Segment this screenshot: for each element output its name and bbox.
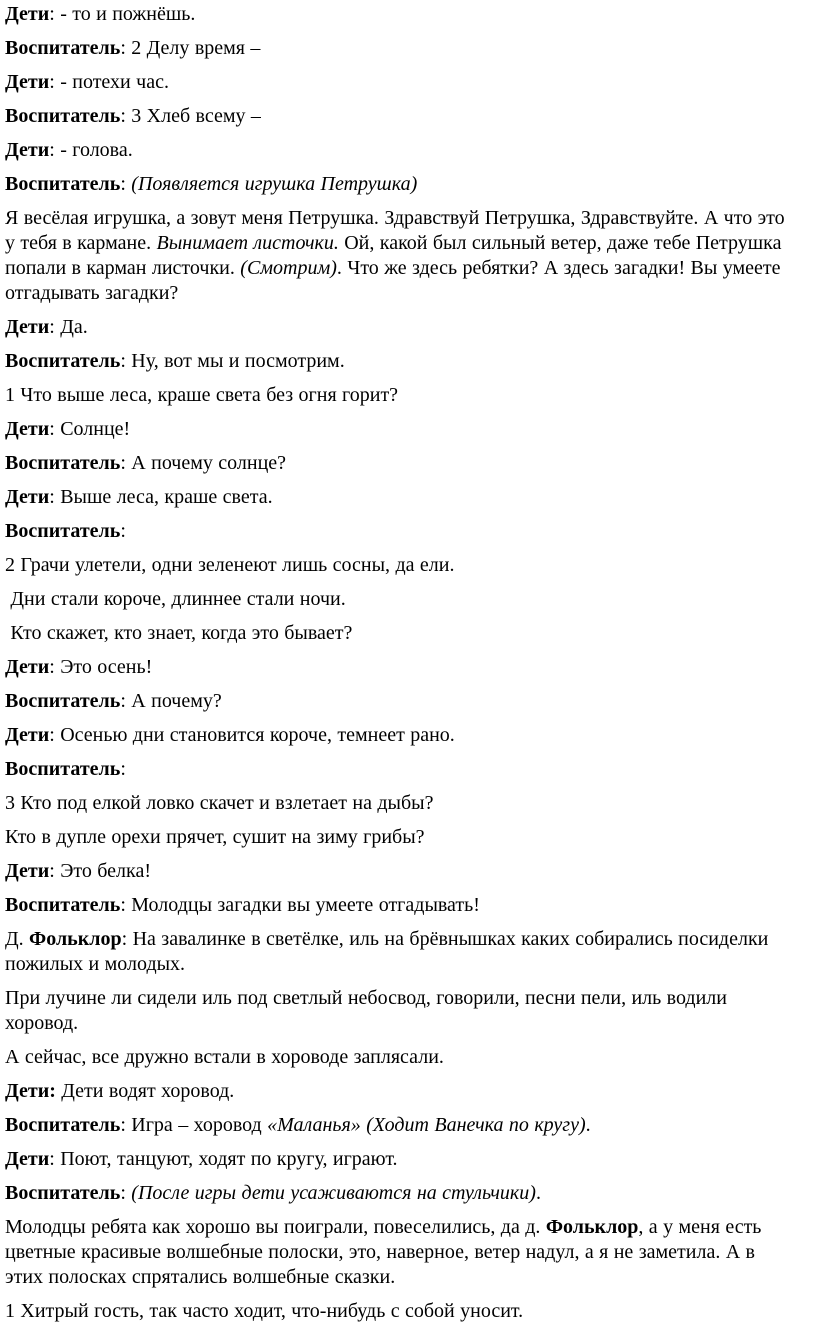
speaker-label: Воспитатель <box>5 894 121 916</box>
paragraph <box>5 1113 790 1138</box>
text-run: : Да. <box>49 316 88 338</box>
paragraph <box>5 1299 790 1324</box>
paragraph <box>5 138 790 163</box>
text-run: : А почему солнце? <box>120 452 287 474</box>
speaker-label: Воспитатель <box>5 105 121 127</box>
text-run: : - то и пожнёшь. <box>49 3 196 25</box>
speaker-label: Воспитатель <box>5 520 121 542</box>
paragraph <box>5 723 790 748</box>
paragraph <box>5 757 790 782</box>
stage-direction: (После игры дети усаживаются на стульчики) <box>131 1182 536 1204</box>
text-run: : Это осень! <box>49 656 153 678</box>
text-run: При лучине ли сидели иль под светлый небосвод, говорили, песни пели, иль водили хоровод. <box>5 987 733 1034</box>
text-run: . Что же здесь ребятки? А здесь загадки! Вы умеете отгадывать загадки? <box>5 257 786 304</box>
speaker-label: Воспитатель <box>5 37 121 59</box>
paragraph <box>5 485 790 510</box>
paragraph <box>5 553 790 578</box>
paragraph <box>5 825 790 850</box>
paragraph <box>5 2 790 27</box>
text-run: , а у меня есть цветные красивые волшебные полоски, это, наверное, ветер надул, а я не заметила. А в этих полосках спрятались волшебные сказки. <box>5 1216 767 1288</box>
text-run: : 3 Хлеб всему – <box>120 105 261 127</box>
paragraph <box>5 587 790 612</box>
stage-direction: «Маланья» (Ходит Ванечка по кругу) <box>267 1114 586 1136</box>
text-run: : Это белка! <box>49 860 151 882</box>
text-run: : На завалинке в светёлке, иль на брёвнышках каких собирались посиделки пожилых и молодых. <box>5 928 774 975</box>
paragraph <box>5 1181 790 1206</box>
text-run: : Ну, вот мы и посмотрим. <box>120 350 345 372</box>
text-run: Дни стали короче, длиннее стали ночи. <box>5 588 346 610</box>
paragraph <box>5 36 790 61</box>
stage-direction: (Появляется игрушка Петрушка) <box>131 173 418 195</box>
speaker-label: Воспитатель <box>5 173 121 195</box>
text-run: : Поют, танцуют, ходят по кругу, играют. <box>49 1148 398 1170</box>
speaker-label: Воспитатель <box>5 452 121 474</box>
paragraph <box>5 70 790 95</box>
text-run: : Молодцы загадки вы умеете отгадывать! <box>120 894 480 916</box>
paragraph <box>5 206 790 306</box>
speaker-label: Фольклор <box>545 1216 639 1238</box>
paragraph <box>5 349 790 374</box>
speaker-label: Дети <box>5 1148 50 1170</box>
paragraph <box>5 519 790 544</box>
speaker-label: Дети <box>5 724 50 746</box>
speaker-label: Дети <box>5 418 50 440</box>
text-run: Ой, какой был сильный ветер, даже тебе Петрушка попали в карман листочки. <box>5 232 787 279</box>
text-run: Кто в дупле орехи прячет, сушит на зиму грибы? <box>5 826 425 848</box>
text-run: : Игра – хоровод <box>120 1114 268 1136</box>
paragraph <box>5 1147 790 1172</box>
paragraph <box>5 1045 790 1070</box>
speaker-label: Фольклор <box>29 928 122 950</box>
text-run: : <box>120 520 126 542</box>
text-run: 1 Что выше леса, краше света без огня горит? <box>5 384 399 406</box>
paragraph <box>5 689 790 714</box>
paragraph <box>5 383 790 408</box>
text-run: Я весёлая игрушка, а зовут меня Петрушка. Здравствуй Петрушка, Здравствуйте. А что это у тебя в кармане. <box>5 207 791 254</box>
paragraph <box>5 417 790 442</box>
paragraph <box>5 859 790 884</box>
text-run: : А почему? <box>120 690 222 712</box>
paragraph <box>5 655 790 680</box>
speaker-label: Дети <box>5 316 50 338</box>
speaker-label: Дети <box>5 486 50 508</box>
paragraph <box>5 172 790 197</box>
text-run: : - голова. <box>49 139 133 161</box>
text-run: : 2 Делу время – <box>120 37 261 59</box>
paragraph <box>5 893 790 918</box>
text-run: . <box>585 1114 591 1136</box>
text-run: 1 Хитрый гость, так часто ходит, что-нибудь с собой уносит. <box>5 1300 524 1322</box>
text-run: : Солнце! <box>49 418 131 440</box>
paragraph <box>5 621 790 646</box>
speaker-label: Дети <box>5 3 50 25</box>
paragraph <box>5 927 790 977</box>
speaker-label: Дети <box>5 139 50 161</box>
speaker-label: Воспитатель <box>5 690 121 712</box>
text-run: . <box>535 1182 541 1204</box>
speaker-label: Воспитатель <box>5 1182 121 1204</box>
paragraph <box>5 1079 790 1104</box>
speaker-label: Дети: <box>5 1080 56 1102</box>
paragraph <box>5 104 790 129</box>
paragraph <box>5 791 790 816</box>
text-run: А сейчас, все дружно встали в хороводе заплясали. <box>5 1046 444 1068</box>
text-run: Дети водят хоровод. <box>55 1080 235 1102</box>
text-run: : <box>120 1182 132 1204</box>
text-run: : Выше леса, краше света. <box>49 486 273 508</box>
paragraph <box>5 451 790 476</box>
text-run: Д. <box>5 928 30 950</box>
speaker-label: Дети <box>5 860 50 882</box>
text-run: : <box>120 758 126 780</box>
paragraph <box>5 986 790 1036</box>
text-run: : Осенью дни становится короче, темнеет рано. <box>49 724 455 746</box>
stage-direction: Вынимает листочки. <box>156 232 339 254</box>
text-run: 2 Грачи улетели, одни зеленеют лишь сосны, да ели. <box>5 554 455 576</box>
text-run: 3 Кто под елкой ловко скачет и взлетает на дыбы? <box>5 792 434 814</box>
stage-direction: (Смотрим) <box>240 257 337 279</box>
speaker-label: Воспитатель <box>5 350 121 372</box>
text-run: : <box>120 173 132 195</box>
paragraph <box>5 315 790 340</box>
text-run: Кто скажет, кто знает, когда это бывает? <box>5 622 353 644</box>
speaker-label: Воспитатель <box>5 758 121 780</box>
paragraph <box>5 1215 790 1290</box>
speaker-label: Дети <box>5 656 50 678</box>
speaker-label: Дети <box>5 71 50 93</box>
text-run: Молодцы ребята как хорошо вы поиграли, повеселились, да д. <box>5 1216 546 1238</box>
text-run: : - потехи час. <box>49 71 169 93</box>
speaker-label: Воспитатель <box>5 1114 121 1136</box>
